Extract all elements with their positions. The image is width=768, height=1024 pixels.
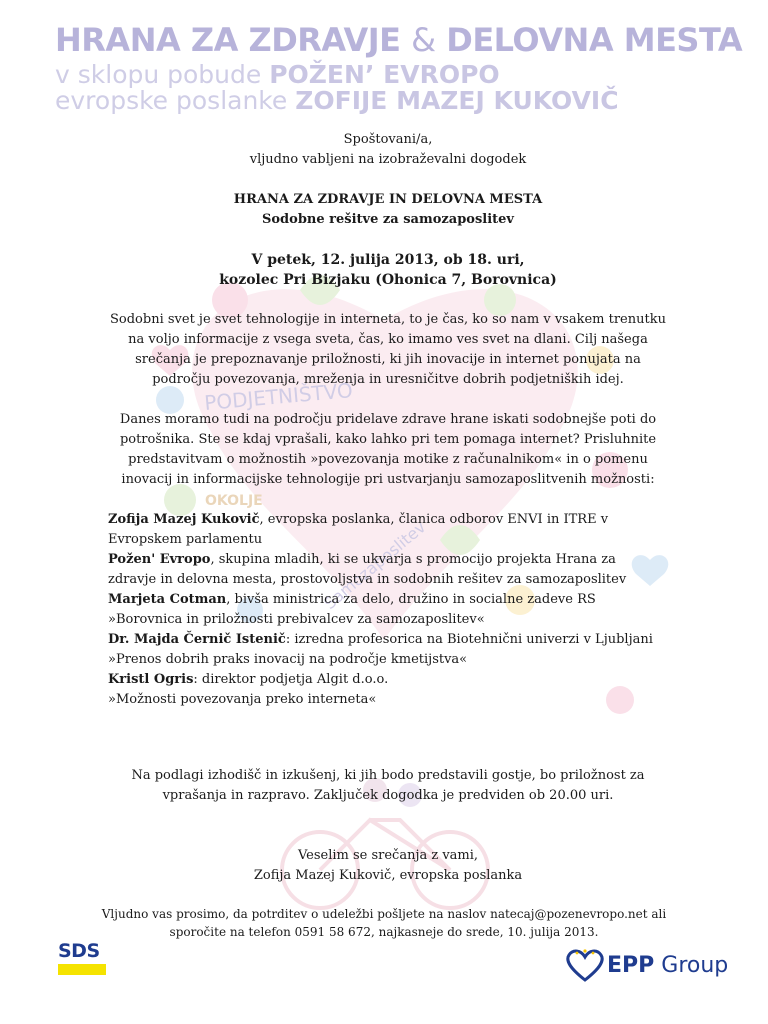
event-title-block <box>108 190 668 230</box>
sds-logo-text: SDS <box>58 940 100 962</box>
invite-line: vljudno vabljeni na izobraževalni dogodek <box>249 152 527 167</box>
header-subtitle-2-bold: ZOFIJE MAZEJ KUKOVIČ <box>295 86 619 115</box>
speaker-list <box>108 510 668 710</box>
epp-heart-icon <box>565 947 605 983</box>
speaker-desc: : direktor podjetja Algit d.o.o. <box>193 672 389 687</box>
intro-paragraph-1: Sodobni svet je svet tehnologije in interneta, to je čas, ko so nam v vsakem trenutku na voljo informacije z vsega sveta, čas, ko imamo ves svet na dlani. Cilj našega srečanja je prepoznavanje priložnosti, ki jih inovacije in internet ponujata na področju povezovanja, mreženja in uresničitve dobrih podjetniških idej. <box>110 312 666 387</box>
speaker-name: Požen' Evropo <box>108 552 211 567</box>
speaker-desc: , skupina mladih, ki se ukvarja s promocijo projekta Hrana za zdravje in delovna mesta, prostovoljstva in sodobnih rešitev za samozaposlitev <box>108 552 627 587</box>
header-subtitle-1 <box>55 62 755 88</box>
speaker-name: Kristl Ogris <box>108 672 194 687</box>
speaker-item <box>108 550 668 590</box>
header-subtitle-1-prefix: v sklopu pobude <box>55 60 262 89</box>
speaker-topic: »Prenos dobrih praks inovacij na področje kmetijstva« <box>108 652 468 667</box>
watermark-word-1: PODJETNIŠTVO <box>203 378 354 415</box>
greeting: Spoštovani/a, <box>343 132 433 147</box>
sds-logo <box>58 940 106 975</box>
signature-line: Zofija Mazej Kukovič, evropska poslanka <box>253 868 523 883</box>
header-title <box>55 18 755 62</box>
speaker-item <box>108 590 668 630</box>
event-title: HRANA ZA ZDRAVJE IN DELOVNA MESTA <box>233 192 543 207</box>
epp-logo-bold: EPP <box>607 953 655 978</box>
sds-logo-bar <box>58 964 106 975</box>
closing-paragraph: Na podlagi izhodišč in izkušenj, ki jih bodo predstavili gostje, bo priložnost za vprašanja in razpravo. Zaključek dogodka je predviden ob 20.00 uri. <box>131 768 645 803</box>
speaker-topic: »Možnosti povezovanja preko interneta« <box>108 692 377 707</box>
rsvp-note: Vljudno vas prosimo, da potrditev o udeležbi pošljete na naslov natecaj@pozenevropo.net ali sporočite na telefon 0591 58 672, najkasneje do srede, 10. julija 2013. <box>101 907 667 939</box>
epp-group-logo <box>565 945 735 985</box>
speaker-item <box>108 510 668 550</box>
epp-logo-text <box>607 953 728 978</box>
event-subtitle: Sodobne rešitve za samozaposlitev <box>262 212 514 227</box>
speaker-item <box>108 670 668 710</box>
speaker-desc: , bivša ministrica za delo, družino in socialne zadeve RS <box>226 592 596 607</box>
header-subtitle-1-bold: POŽEN’ EVROPO <box>269 60 500 89</box>
closing-line: Veselim se srečanja z vami, <box>297 848 479 863</box>
header-subtitle-2-prefix: evropske poslanke <box>55 86 288 115</box>
speaker-name: Zofija Mazej Kukovič <box>108 512 260 527</box>
speaker-desc: : izredna profesorica na Biotehnični univerzi v Ljubljani <box>285 632 653 647</box>
speaker-name: Marjeta Cotman <box>108 592 227 607</box>
epp-logo-rest: Group <box>661 953 729 978</box>
header-title-part1: HRANA ZA ZDRAVJE <box>55 21 401 59</box>
signature-block <box>108 846 668 886</box>
watermark-word-3: Samozaposlitev <box>320 517 430 614</box>
speaker-desc: , evropska poslanka, članica odborov ENVI in ITRE v Evropskem parlamentu <box>108 512 609 547</box>
speaker-name: Dr. Majda Černič Istenič <box>108 632 286 647</box>
header-subtitle-2 <box>55 88 755 114</box>
event-venue: kozolec Pri Bizjaku (Ohonica 7, Borovnica) <box>219 272 557 288</box>
speaker-item <box>108 630 668 670</box>
header-title-part2: DELOVNA MESTA <box>446 21 743 59</box>
event-date: V petek, 12. julija 2013, ob 18. uri, <box>251 252 525 268</box>
intro-paragraph-2: Danes moramo tudi na področju pridelave zdrave hrane iskati sodobnejše poti do potrošnika. Ste se kdaj vprašali, kako lahko pri tem pomaga internet? Prisluhnite predstavitvam o možnostih »povezovanja motike z računalnikom« in o pomenu inovacij in informacijske tehnologije pri ustvarjanju samozaposlitvenih možnosti: <box>119 412 657 487</box>
event-when-where <box>108 250 668 290</box>
header <box>55 18 755 114</box>
header-title-ampersand: & <box>411 21 436 59</box>
greeting-block <box>108 130 668 170</box>
speaker-topic: »Borovnica in priložnosti prebivalcev za samozaposlitev« <box>108 612 485 627</box>
watermark-word-2: OKOLJE <box>205 493 263 509</box>
letter-body <box>108 130 668 886</box>
